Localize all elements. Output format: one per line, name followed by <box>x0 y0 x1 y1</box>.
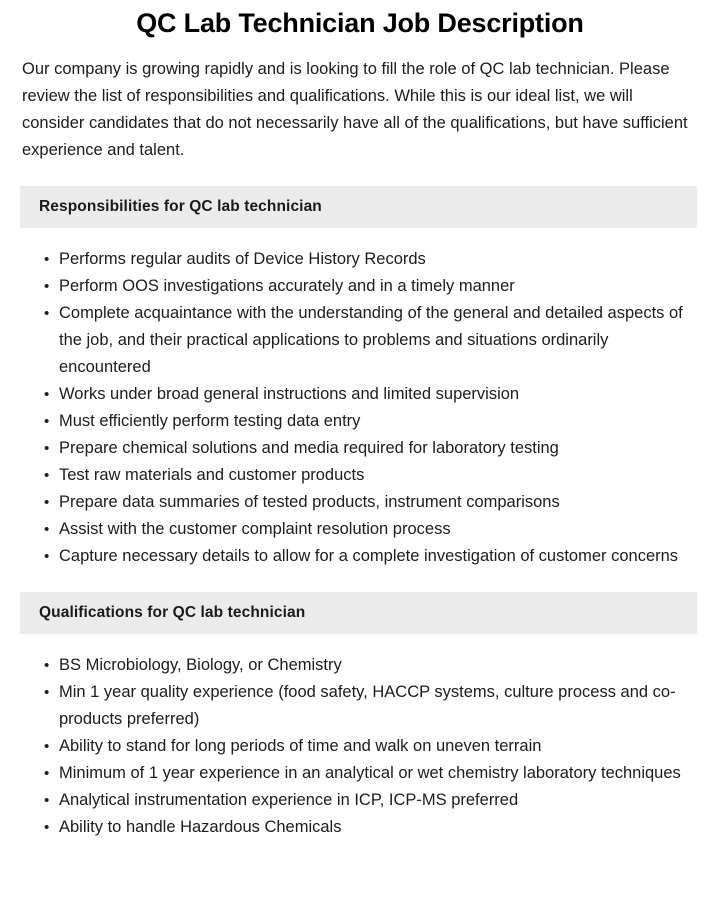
responsibilities-list <box>0 228 720 570</box>
qualifications-list <box>0 634 720 841</box>
list-item: • BS Microbiology, Biology, or Chemistry <box>59 652 694 679</box>
list-item: • Must efficiently perform testing data entry <box>59 408 694 435</box>
list-item: • Perform OOS investigations accurately and in a timely manner <box>59 273 694 300</box>
responsibilities-section <box>0 186 720 570</box>
list-item: • Ability to handle Hazardous Chemicals <box>59 814 694 841</box>
page-title: QC Lab Technician Job Description <box>136 8 584 38</box>
qualifications-heading: Qualifications for QC lab technician <box>20 592 697 634</box>
list-item: • Analytical instrumentation experience in ICP, ICP-MS preferred <box>59 787 694 814</box>
list-item: • Works under broad general instructions and limited supervision <box>59 381 694 408</box>
qualifications-section <box>0 592 720 841</box>
list-item: • Prepare chemical solutions and media required for laboratory testing <box>59 435 694 462</box>
list-item: • Capture necessary details to allow for a complete investigation of customer concerns <box>59 543 694 570</box>
responsibilities-heading: Responsibilities for QC lab technician <box>20 186 697 228</box>
list-item: • Test raw materials and customer products <box>59 462 694 489</box>
intro-paragraph: Our company is growing rapidly and is looking to fill the role of QC lab technician. Please review the list of responsibilities and qualifications. While this is our ideal list, we will consider candidates that do not necessarily have all of the qualifications, but have sufficient experience and talent. <box>22 60 688 159</box>
list-item: • Ability to stand for long periods of time and walk on uneven terrain <box>59 733 694 760</box>
list-item: • Assist with the customer complaint resolution process <box>59 516 694 543</box>
list-item: • Performs regular audits of Device History Records <box>59 246 694 273</box>
list-item: • Prepare data summaries of tested products, instrument comparisons <box>59 489 694 516</box>
list-item: • Min 1 year quality experience (food safety, HACCP systems, culture process and co-products preferred) <box>59 679 694 733</box>
list-item: • Complete acquaintance with the understanding of the general and detailed aspects of the job, and their practical applications to problems and situations ordinarily encountered <box>59 300 694 381</box>
list-item: • Minimum of 1 year experience in an analytical or wet chemistry laboratory techniques <box>59 760 694 787</box>
